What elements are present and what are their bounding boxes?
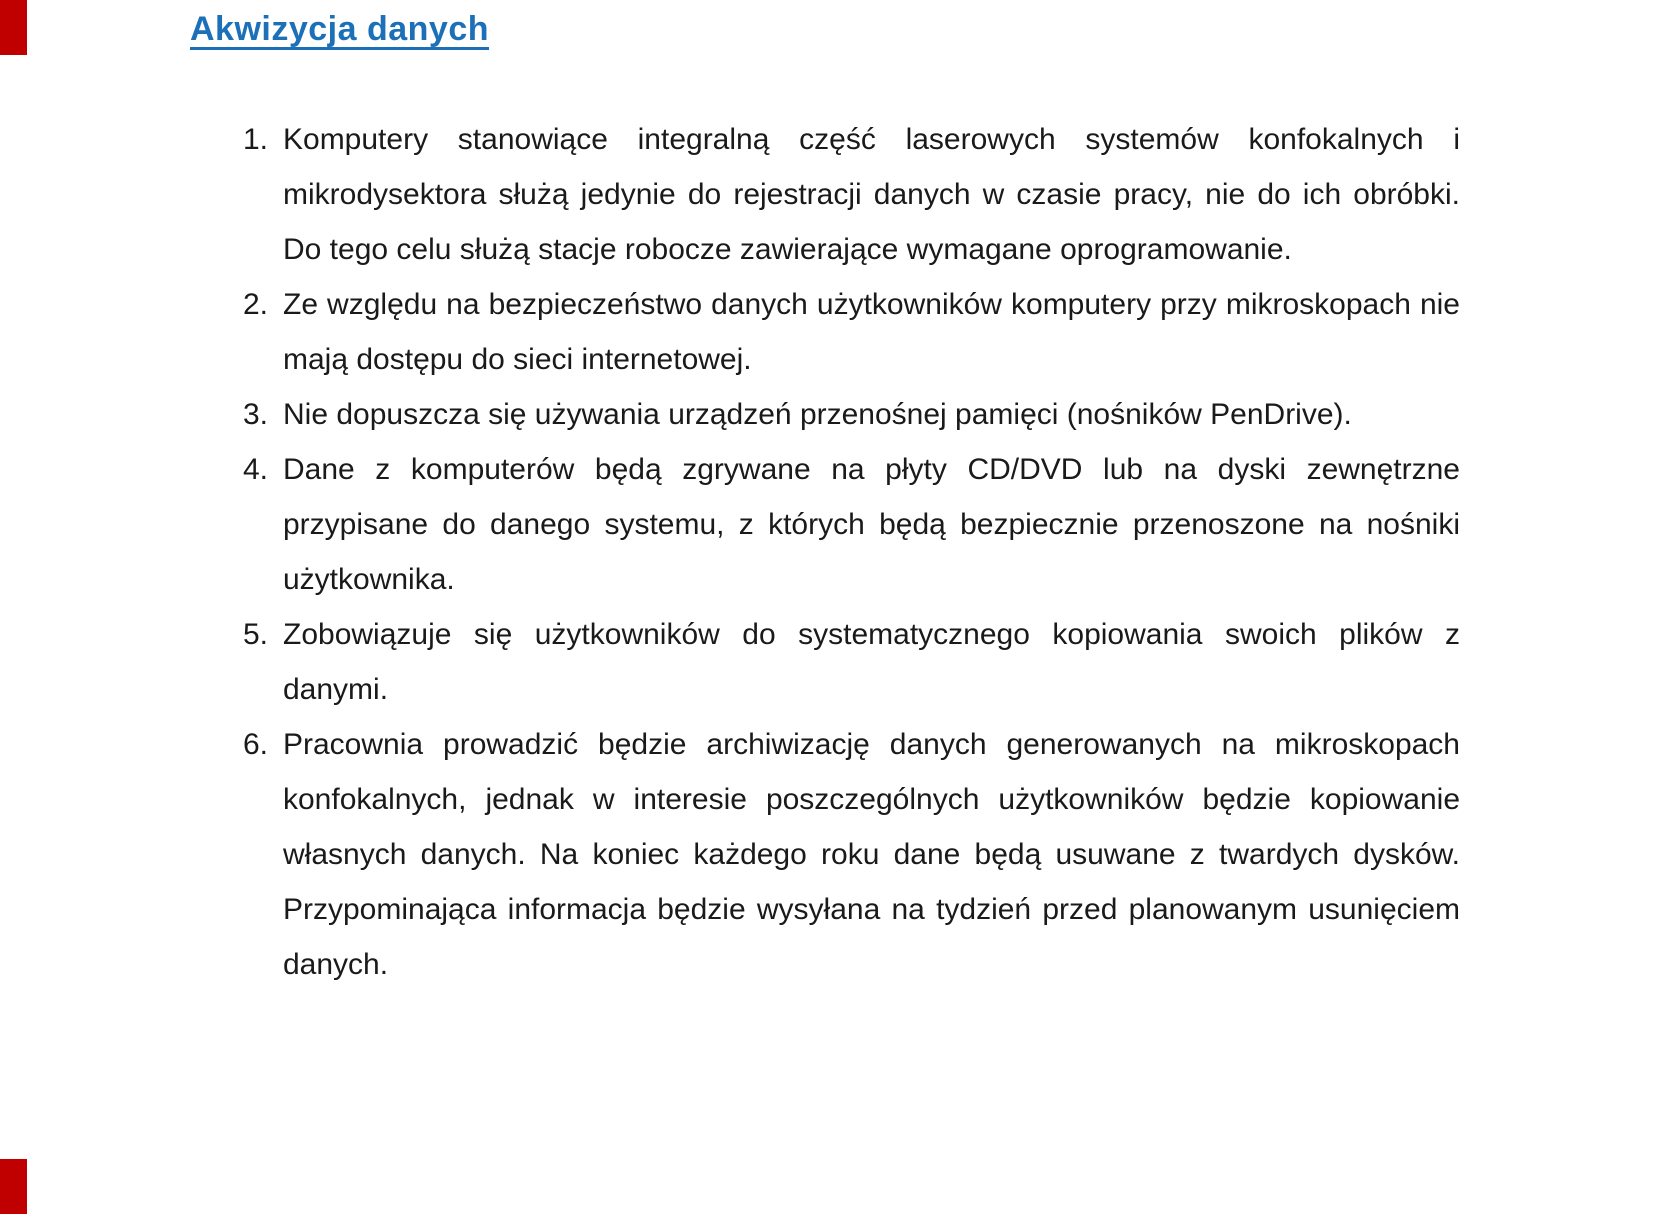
list-item [237, 387, 1460, 442]
list-item-number: 4. [243, 453, 269, 486]
list-item-text: Zobowiązuje się użytkowników do systematycznego kopiowania swoich plików z danymi. [283, 618, 1460, 706]
list-item-text: Dane z komputerów będą zgrywane na płyty CD/DVD lub na dyski zewnętrzne przypisane do danego systemu, z których będą bezpiecznie przenoszone na nośniki użytkownika. [283, 453, 1460, 596]
list-item-number: 2. [243, 288, 269, 321]
list-item-number: 5. [243, 618, 269, 651]
list-item [237, 717, 1460, 992]
list-item-number: 6. [243, 728, 269, 761]
list-item [237, 442, 1460, 607]
page-title: Akwizycja danych [190, 10, 490, 48]
list-item-text: Nie dopuszcza się używania urządzeń przenośnej pamięci (nośników PenDrive). [283, 398, 1352, 431]
list-item-text: Ze względu na bezpieczeństwo danych użytkowników komputery przy mikroskopach nie mają dostępu do sieci internetowej. [283, 288, 1460, 376]
page-edge-mark-bottom [0, 1159, 27, 1214]
list-item [237, 112, 1460, 277]
list-item-number: 3. [243, 398, 269, 431]
list-item [237, 607, 1460, 717]
list-item-text: Komputery stanowiące integralną część laserowych systemów konfokalnych i mikrodysektora służą jedynie do rejestracji danych w czasie pracy, nie do ich obróbki. Do tego celu służą stacje robocze zawierające wymagane oprogramowanie. [283, 123, 1460, 266]
rules-list [237, 112, 1460, 992]
list-item-text: Pracownia prowadzić będzie archiwizację danych generowanych na mikroskopach konfokalnych, jednak w interesie poszczególnych użytkowników będzie kopiowanie własnych danych. Na koniec każdego roku dane będą usuwane z twardych dysków. Przypominająca informacja będzie wysyłana na tydzień przed planowanym usunięciem danych. [283, 728, 1460, 981]
page-edge-mark-top [0, 0, 27, 55]
list-item-number: 1. [243, 123, 269, 156]
list-item [237, 277, 1460, 387]
